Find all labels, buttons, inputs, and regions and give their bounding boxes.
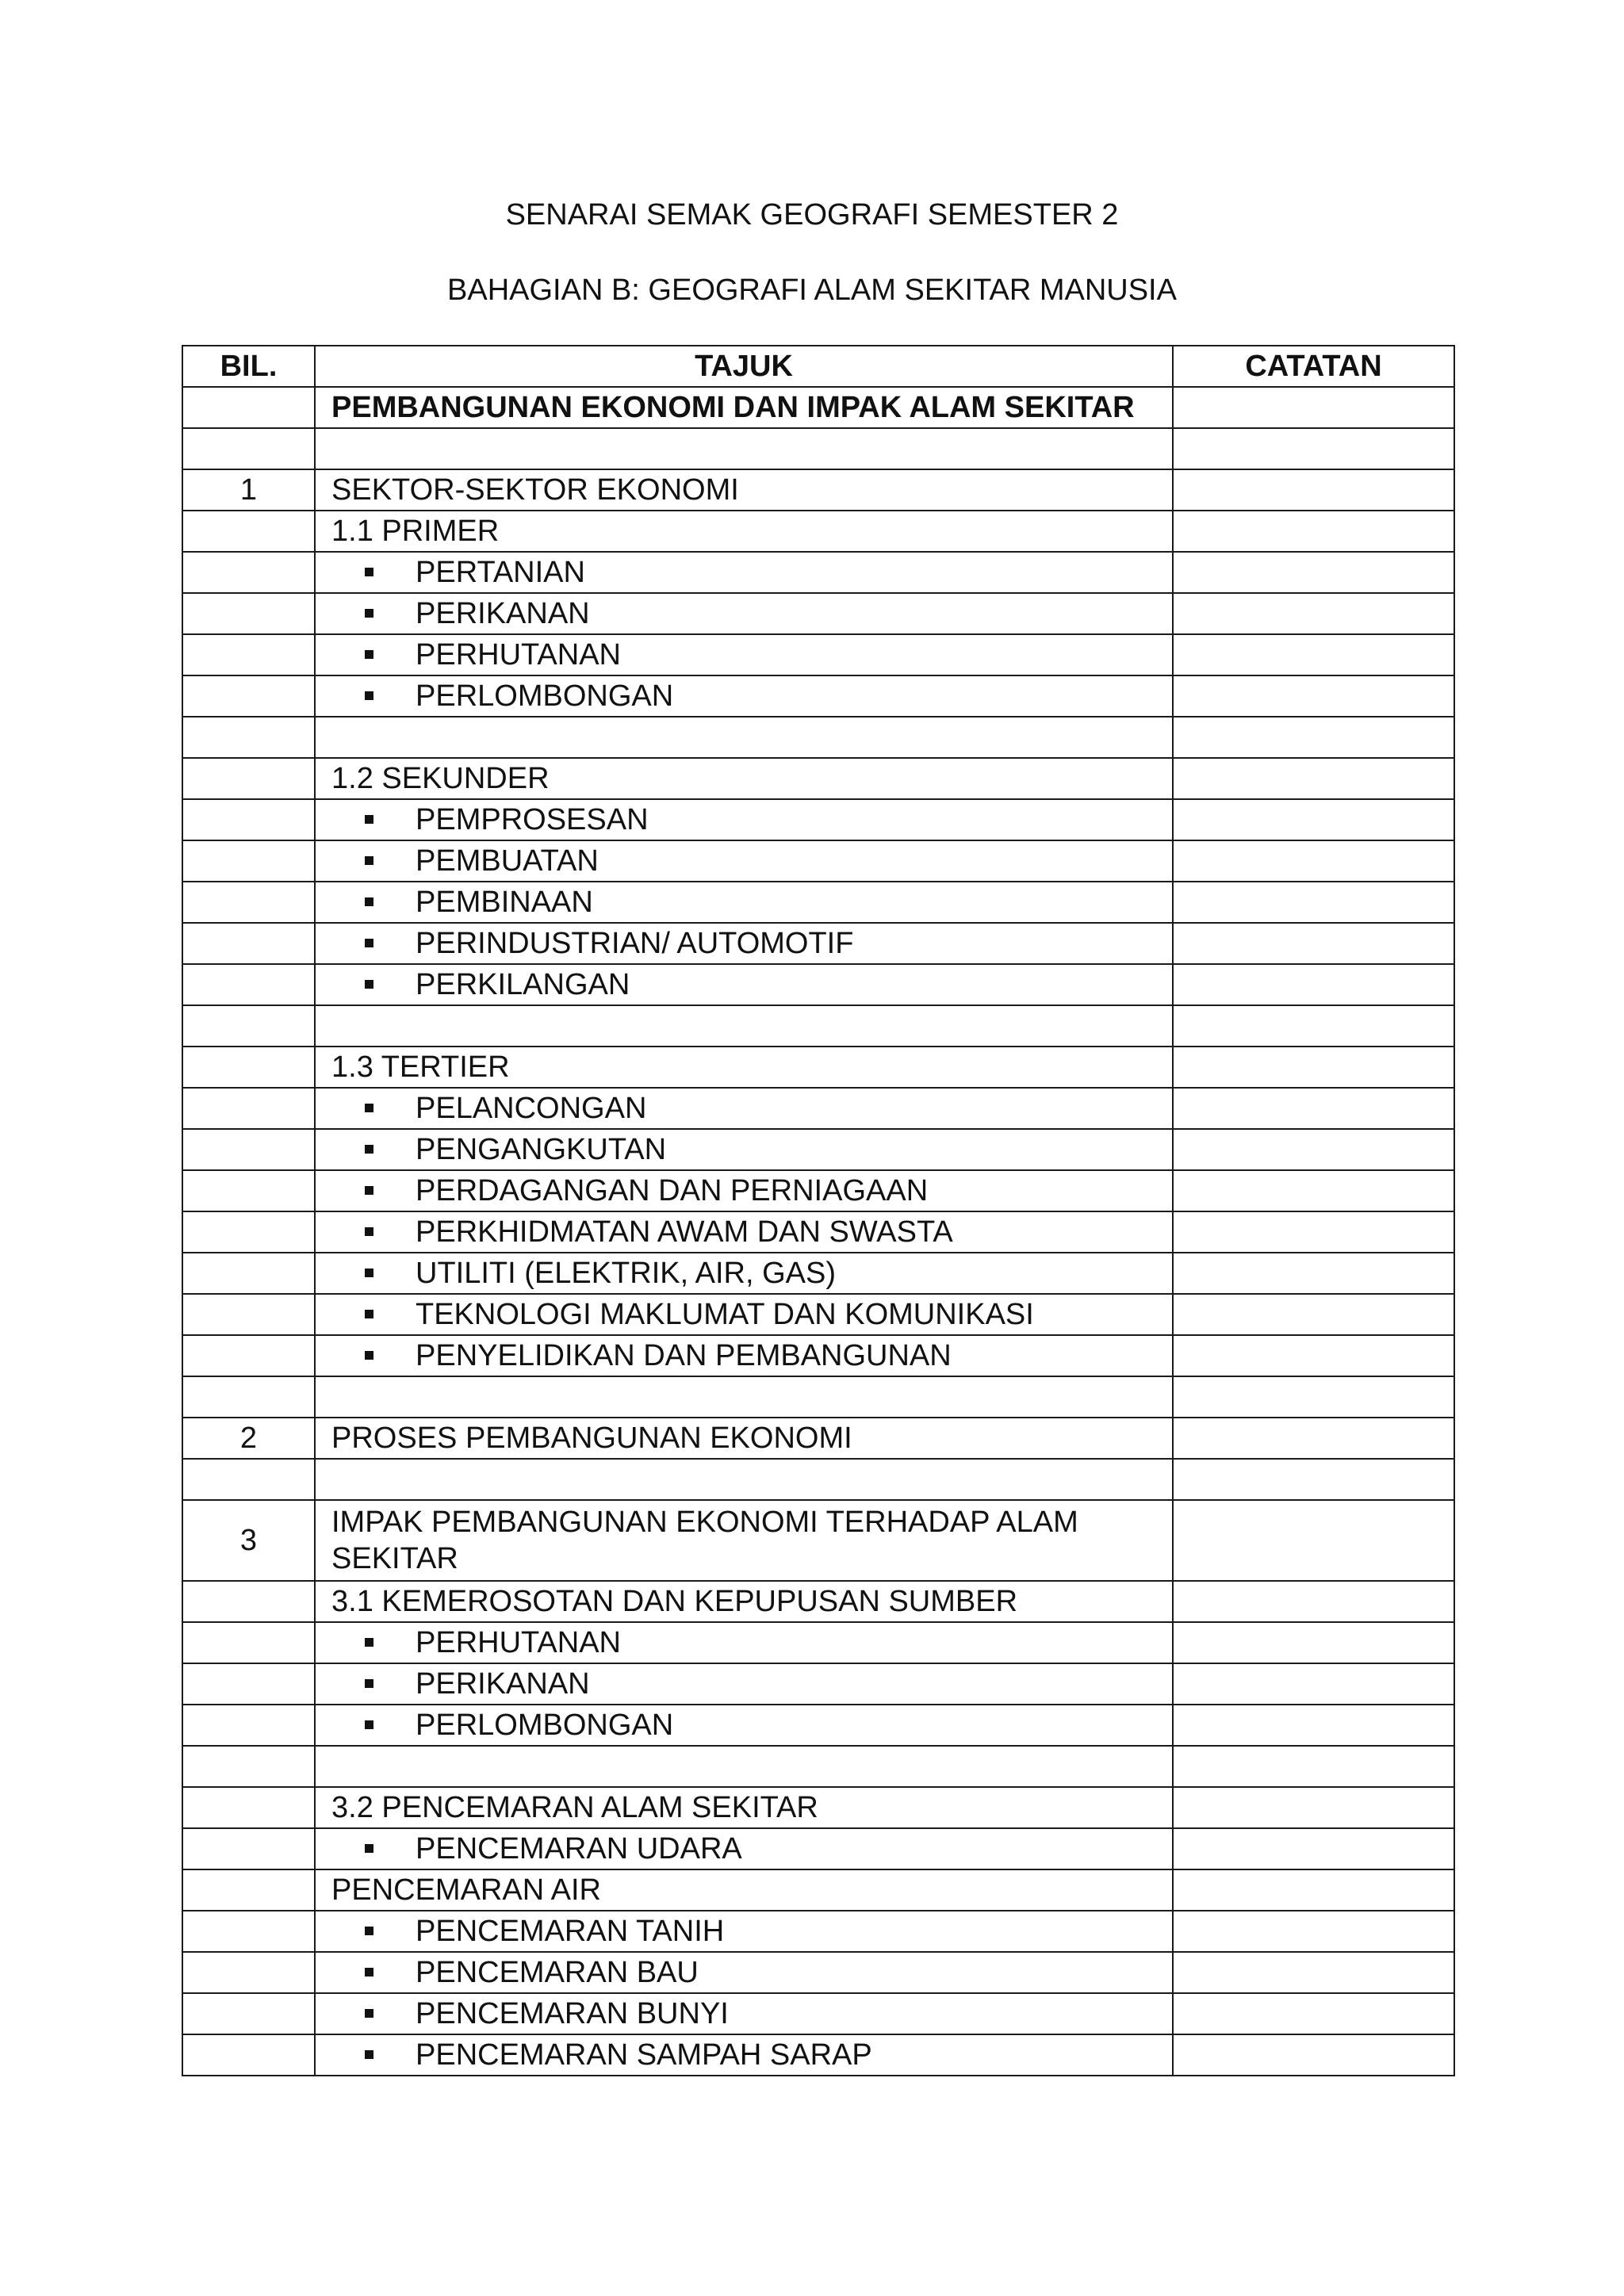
row-bil: [182, 758, 315, 799]
row-catatan: [1173, 717, 1454, 758]
row-catatan: [1173, 1376, 1454, 1418]
row-tajuk: [315, 1129, 1173, 1170]
row-bil: 3: [182, 1500, 315, 1581]
table-row: [182, 469, 1454, 511]
row-tajuk: [315, 923, 1173, 964]
row-tajuk: 1.1 PRIMER: [315, 511, 1173, 552]
row-bil: [182, 1581, 315, 1622]
row-tajuk: [315, 1005, 1173, 1047]
row-tajuk: [315, 1663, 1173, 1705]
table-row: [182, 1047, 1454, 1088]
row-catatan: [1173, 1335, 1454, 1376]
square-bullet-icon: [365, 1269, 373, 1277]
row-catatan: [1173, 469, 1454, 511]
row-catatan: [1173, 1787, 1454, 1828]
row-bil: [182, 1952, 315, 1993]
row-catatan: [1173, 634, 1454, 675]
row-tajuk: 1.3 TERTIER: [315, 1047, 1173, 1088]
row-bil: [182, 1335, 315, 1376]
row-catatan: [1173, 1828, 1454, 1869]
square-bullet-icon: [365, 1104, 373, 1112]
table-row: [182, 1869, 1454, 1911]
row-catatan: [1173, 1253, 1454, 1294]
row-tajuk: [315, 1911, 1173, 1952]
row-tajuk: [315, 1170, 1173, 1211]
table-row: [182, 964, 1454, 1005]
square-bullet-icon: [365, 939, 373, 947]
row-tajuk: [315, 1705, 1173, 1746]
row-tajuk-label: UTILITI (ELEKTRIK, AIR, GAS): [416, 1257, 836, 1290]
row-catatan: [1173, 1952, 1454, 1993]
row-tajuk: [315, 2034, 1173, 2076]
row-bil: [182, 882, 315, 923]
table-row: [182, 634, 1454, 675]
row-tajuk: [315, 840, 1173, 882]
document-subtitle: BAHAGIAN B: GEOGRAFI ALAM SEKITAR MANUSIA: [447, 274, 1177, 307]
row-bil: [182, 675, 315, 717]
row-bil: [182, 1787, 315, 1828]
row-tajuk-label: PENCEMARAN SAMPAH SARAP: [416, 2038, 872, 2072]
square-bullet-icon: [365, 856, 373, 865]
square-bullet-icon: [365, 1227, 373, 1236]
square-bullet-icon: [365, 1720, 373, 1729]
row-bil: [182, 1047, 315, 1088]
table-row: [182, 552, 1454, 593]
row-bil: [182, 1129, 315, 1170]
row-bil: [182, 923, 315, 964]
row-tajuk-label: PEMBINAAN: [416, 886, 593, 919]
table-row: [182, 1828, 1454, 1869]
row-bil: [182, 717, 315, 758]
row-bil: [182, 964, 315, 1005]
row-tajuk: [315, 634, 1173, 675]
row-catatan: [1173, 593, 1454, 634]
square-bullet-icon: [365, 1638, 373, 1647]
row-bil: [182, 1705, 315, 1746]
row-tajuk: [315, 593, 1173, 634]
table-row: [182, 511, 1454, 552]
row-tajuk-label: PEMPROSESAN: [416, 803, 649, 836]
row-catatan: [1173, 840, 1454, 882]
row-tajuk-label: PENCEMARAN BUNYI: [416, 1997, 729, 2030]
square-bullet-icon: [365, 1968, 373, 1976]
checklist-table: [182, 345, 1455, 2076]
row-tajuk-label: PENCEMARAN BAU: [416, 1956, 699, 1989]
square-bullet-icon: [365, 1186, 373, 1195]
row-bil: [182, 1993, 315, 2034]
row-bil: [182, 1211, 315, 1253]
row-bil: [182, 593, 315, 634]
row-catatan: [1173, 1746, 1454, 1787]
row-tajuk: [315, 1253, 1173, 1294]
row-catatan: [1173, 1911, 1454, 1952]
row-catatan: [1173, 387, 1454, 428]
row-bil: [182, 1170, 315, 1211]
row-tajuk: 3.2 PENCEMARAN ALAM SEKITAR: [315, 1787, 1173, 1828]
row-tajuk: [315, 552, 1173, 593]
row-catatan: [1173, 1047, 1454, 1088]
row-bil: [182, 1828, 315, 1869]
row-catatan: [1173, 1869, 1454, 1911]
row-tajuk: [315, 1335, 1173, 1376]
table-row: [182, 840, 1454, 882]
row-tajuk-label: PENCEMARAN TANIH: [416, 1915, 725, 1948]
row-catatan: [1173, 1993, 1454, 2034]
table-row: [182, 1376, 1454, 1418]
row-tajuk: [315, 1294, 1173, 1335]
row-tajuk: [315, 1952, 1173, 1993]
table-row: [182, 1005, 1454, 1047]
row-bil: [182, 840, 315, 882]
row-catatan: [1173, 1581, 1454, 1622]
row-catatan: [1173, 1622, 1454, 1663]
table-row: [182, 2034, 1454, 2076]
table-row: [182, 1088, 1454, 1129]
row-tajuk-label: PERIKANAN: [416, 597, 590, 630]
square-bullet-icon: [365, 980, 373, 989]
row-tajuk: SEKTOR-SEKTOR EKONOMI: [315, 469, 1173, 511]
row-catatan: [1173, 964, 1454, 1005]
table-body: [182, 387, 1454, 2076]
row-tajuk-label: PERHUTANAN: [416, 1626, 621, 1659]
row-bil: [182, 1005, 315, 1047]
row-catatan: [1173, 675, 1454, 717]
row-tajuk-label: PENYELIDIKAN DAN PEMBANGUNAN: [416, 1339, 952, 1372]
row-tajuk: [315, 1746, 1173, 1787]
row-tajuk: PENCEMARAN AIR: [315, 1869, 1173, 1911]
row-bil: [182, 1869, 315, 1911]
table-row: [182, 758, 1454, 799]
row-tajuk: [315, 1088, 1173, 1129]
row-tajuk: PEMBANGUNAN EKONOMI DAN IMPAK ALAM SEKITAR: [315, 387, 1173, 428]
row-tajuk-label: PERLOMBONGAN: [416, 679, 674, 713]
row-tajuk: [315, 1828, 1173, 1869]
row-catatan: [1173, 799, 1454, 840]
table-row: [182, 1294, 1454, 1335]
row-tajuk-label: PELANCONGAN: [416, 1092, 647, 1125]
square-bullet-icon: [365, 609, 373, 618]
square-bullet-icon: [365, 1351, 373, 1360]
table-row: [182, 717, 1454, 758]
row-tajuk: [315, 675, 1173, 717]
row-bil: [182, 511, 315, 552]
row-bil: [182, 1663, 315, 1705]
row-catatan: [1173, 552, 1454, 593]
row-bil: [182, 1459, 315, 1500]
row-bil: [182, 799, 315, 840]
square-bullet-icon: [365, 691, 373, 700]
row-tajuk-label: TEKNOLOGI MAKLUMAT DAN KOMUNIKASI: [416, 1298, 1034, 1331]
row-tajuk: [315, 717, 1173, 758]
row-catatan: [1173, 1129, 1454, 1170]
table-row: [182, 1746, 1454, 1787]
row-tajuk-label: PENGANGKUTAN: [416, 1133, 667, 1166]
row-tajuk: [315, 964, 1173, 1005]
row-catatan: [1173, 1663, 1454, 1705]
row-bil: [182, 1088, 315, 1129]
row-tajuk: 1.2 SEKUNDER: [315, 758, 1173, 799]
row-catatan: [1173, 1418, 1454, 1459]
row-tajuk-label: PERLOMBONGAN: [416, 1709, 674, 1742]
table-row: [182, 428, 1454, 469]
row-tajuk-label: PERKILANGAN: [416, 968, 630, 1001]
table-row: [182, 1952, 1454, 1993]
table-row: [182, 1581, 1454, 1622]
square-bullet-icon: [365, 1310, 373, 1318]
row-catatan: [1173, 882, 1454, 923]
table-row: [182, 1170, 1454, 1211]
table-row: [182, 1663, 1454, 1705]
row-tajuk: IMPAK PEMBANGUNAN EKONOMI TERHADAP ALAM SEKITAR: [315, 1500, 1173, 1581]
table-row: [182, 1459, 1454, 1500]
row-catatan: [1173, 1459, 1454, 1500]
row-tajuk: [315, 1459, 1173, 1500]
row-tajuk-label: PEMBUATAN: [416, 844, 599, 878]
row-catatan: [1173, 1088, 1454, 1129]
row-tajuk: [315, 428, 1173, 469]
row-catatan: [1173, 1211, 1454, 1253]
table-row: [182, 1911, 1454, 1952]
table-row: [182, 675, 1454, 717]
row-catatan: [1173, 923, 1454, 964]
row-catatan: [1173, 1705, 1454, 1746]
row-bil: 1: [182, 469, 315, 511]
row-tajuk-label: PERHUTANAN: [416, 638, 621, 672]
table-row: [182, 923, 1454, 964]
row-bil: [182, 1294, 315, 1335]
header-catatan: CATATAN: [1173, 346, 1454, 387]
square-bullet-icon: [365, 1145, 373, 1154]
table-row: [182, 1993, 1454, 2034]
row-tajuk: [315, 1622, 1173, 1663]
square-bullet-icon: [365, 650, 373, 659]
table-row: [182, 593, 1454, 634]
square-bullet-icon: [365, 897, 373, 906]
table-row: [182, 1705, 1454, 1746]
row-catatan: [1173, 1005, 1454, 1047]
header-bil: BIL.: [182, 346, 315, 387]
table-row: [182, 1622, 1454, 1663]
table-row: [182, 882, 1454, 923]
square-bullet-icon: [365, 1927, 373, 1935]
row-tajuk: [315, 882, 1173, 923]
table-header-row: [182, 346, 1454, 387]
header-tajuk: TAJUK: [315, 346, 1173, 387]
row-tajuk: [315, 1376, 1173, 1418]
row-catatan: [1173, 1294, 1454, 1335]
row-bil: [182, 634, 315, 675]
row-bil: [182, 428, 315, 469]
square-bullet-icon: [365, 1844, 373, 1853]
row-tajuk-label: PERINDUSTRIAN/ AUTOMOTIF: [416, 927, 854, 960]
table-row: [182, 1253, 1454, 1294]
row-bil: [182, 2034, 315, 2076]
table-row: [182, 1129, 1454, 1170]
row-catatan: [1173, 428, 1454, 469]
table-row: [182, 1211, 1454, 1253]
row-bil: 2: [182, 1418, 315, 1459]
row-bil: [182, 1253, 315, 1294]
row-catatan: [1173, 1170, 1454, 1211]
row-tajuk-label: PERDAGANGAN DAN PERNIAGAAN: [416, 1174, 929, 1207]
row-tajuk-label: PERTANIAN: [416, 556, 585, 589]
square-bullet-icon: [365, 568, 373, 576]
table-row: [182, 799, 1454, 840]
table-row: [182, 1418, 1454, 1459]
row-tajuk-label: PENCEMARAN UDARA: [416, 1832, 742, 1866]
square-bullet-icon: [365, 2009, 373, 2018]
square-bullet-icon: [365, 815, 373, 824]
square-bullet-icon: [365, 1679, 373, 1688]
row-tajuk-label: PERKHIDMATAN AWAM DAN SWASTA: [416, 1215, 953, 1249]
table-row: [182, 1335, 1454, 1376]
row-tajuk: [315, 799, 1173, 840]
row-tajuk: [315, 1993, 1173, 2034]
row-bil: [182, 387, 315, 428]
row-tajuk: [315, 1211, 1173, 1253]
row-tajuk-label: PERIKANAN: [416, 1667, 590, 1701]
row-tajuk: 3.1 KEMEROSOTAN DAN KEPUPUSAN SUMBER: [315, 1581, 1173, 1622]
row-tajuk: PROSES PEMBANGUNAN EKONOMI: [315, 1418, 1173, 1459]
row-bil: [182, 1911, 315, 1952]
table-row: [182, 387, 1454, 428]
row-catatan: [1173, 758, 1454, 799]
row-catatan: [1173, 2034, 1454, 2076]
row-bil: [182, 1622, 315, 1663]
document-title: SENARAI SEMAK GEOGRAFI SEMESTER 2: [505, 198, 1119, 232]
row-catatan: [1173, 1500, 1454, 1581]
table-row: [182, 1787, 1454, 1828]
table-row: [182, 1500, 1454, 1581]
square-bullet-icon: [365, 2050, 373, 2059]
row-bil: [182, 1376, 315, 1418]
row-bil: [182, 1746, 315, 1787]
row-bil: [182, 552, 315, 593]
row-catatan: [1173, 511, 1454, 552]
